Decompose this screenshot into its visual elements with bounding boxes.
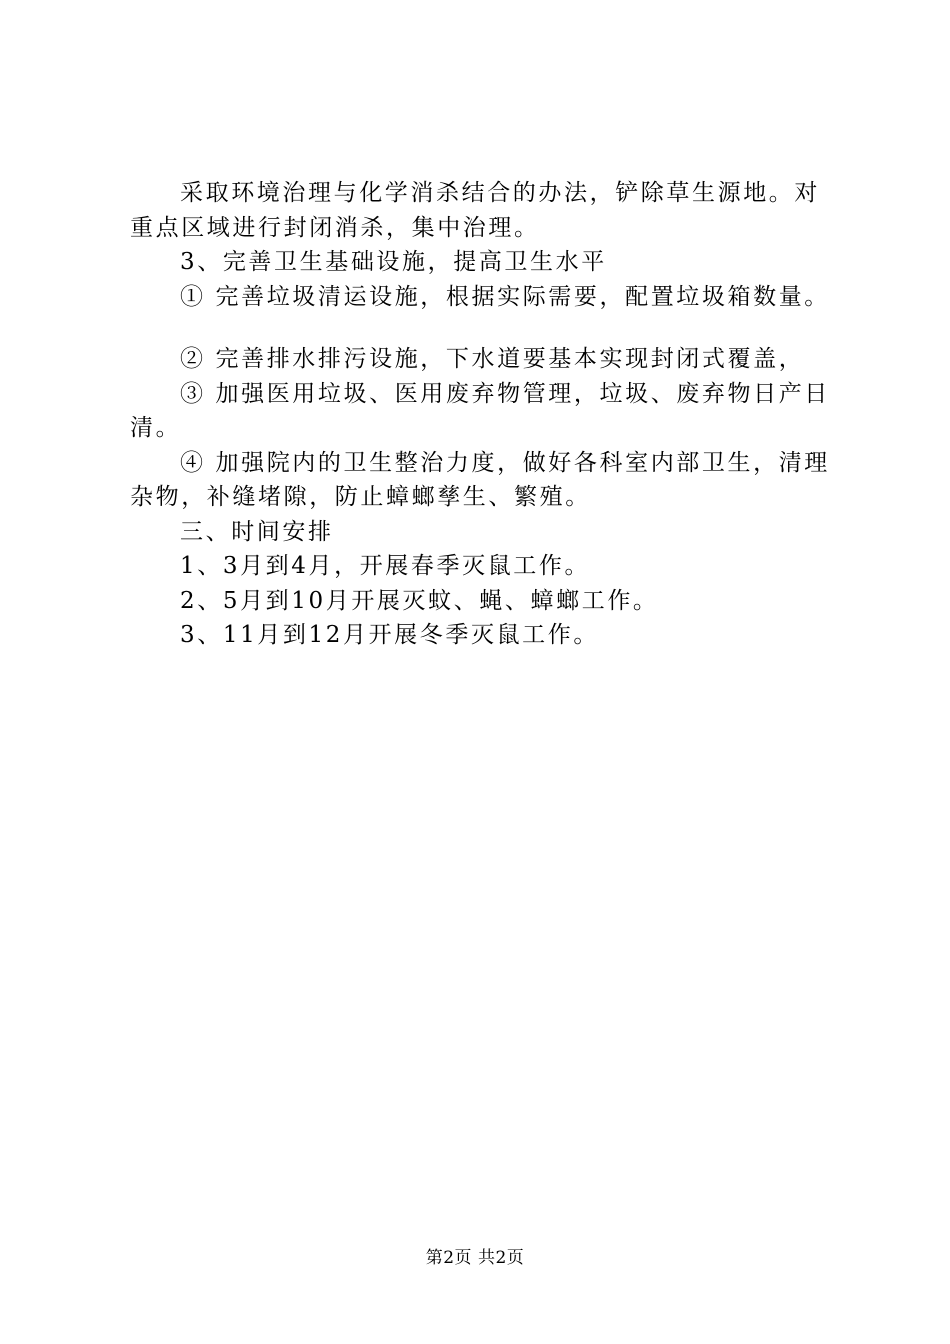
- list-item-garbage-facilities: ① 完善垃圾清运设施，根据实际需要，配置垃圾箱数量。: [180, 283, 830, 310]
- list-item-drainage-facilities: ② 完善排水排污设施，下水道要基本实现封闭式覆盖，: [180, 346, 805, 372]
- schedule-item-winter: 3、11月到12月开展冬季灭鼠工作。: [180, 622, 599, 648]
- heading-improve-facilities: 3、完善卫生基础设施，提高卫生水平: [180, 249, 607, 275]
- paragraph-disinfection-method: 采取环境治理与化学消杀结合的办法，铲除草生源地。对重点区域进行封闭消杀，集中治理。: [130, 180, 820, 241]
- list-item-medical-waste: ③ 加强医用垃圾、医用废弃物管理，垃圾、废弃物日产日清。: [130, 380, 830, 441]
- schedule-item-summer: 2、5月到10月开展灭蚊、蝇、蟑螂工作。: [180, 587, 659, 614]
- page-number-footer: 第2页 共2页: [425, 1248, 525, 1268]
- heading-schedule: 三、时间安排: [180, 518, 334, 545]
- schedule-item-spring: 1、3月到4月，开展春季灭鼠工作。: [180, 553, 591, 579]
- document-body: [130, 176, 835, 653]
- list-item-hospital-sanitation: ④ 加强院内的卫生整治力度，做好各科室内部卫生，清理杂物，补缝堵隙，防止蟑螂孳生、繁殖。: [130, 449, 830, 510]
